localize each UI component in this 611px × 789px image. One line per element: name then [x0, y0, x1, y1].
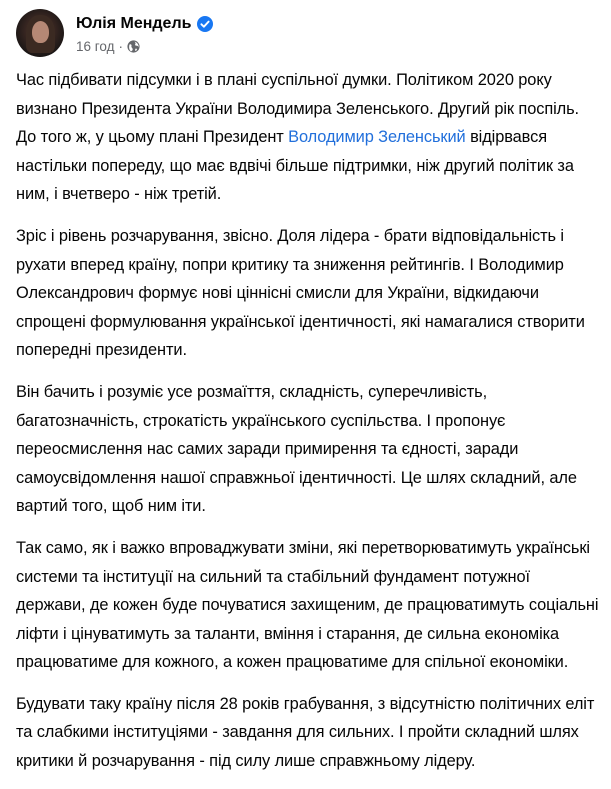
post-paragraph: Він бачить і розуміє усе розмаїття, складність, суперечливість, багатозначність, строкатість українського суспільства. І пропонує переосмислення нас самих заради примирення та єдності, заради самоусвідомлення нашої справжньої ідентичності. Це шлях складний, але вартий того, щоб ним іти.	[16, 382, 577, 516]
post-header	[16, 9, 213, 57]
separator-dot: ·	[118, 38, 123, 54]
post-body	[16, 66, 601, 789]
verified-badge-icon	[197, 16, 213, 32]
avatar[interactable]	[16, 9, 64, 57]
post-paragraph: Будувати таку країну після 28 років грабування, з відсутністю політичних еліт та слабкими інституціями - завдання для сильних. І пройти складний шлях критики й розчарування - під силу лише справжньому лідеру.	[16, 694, 595, 771]
author-name[interactable]: Юлія Мендель	[76, 14, 192, 32]
paragraph-text: Час підбивати підсумки і в плані суспільної думки. Політиком 2020 року визнано Президента України Володимира Зеленського. Другий рік поспіль. До того ж, у цьому плані Президент	[16, 71, 579, 147]
post-paragraph: Так само, як і важко впроваджувати зміни, які перетворюватимуть українські системи та інституції на сильний та стабільний фундамент потужної держави, де кожен буде почуватися захищеним, де працюватимуть соціальні ліфти і цінуватимуть за таланти, вміння і старання, де сильна економіка працюватиме для кожного, а кожен працюватиме для спільної економіки.	[16, 538, 599, 672]
globe-icon[interactable]	[127, 40, 140, 53]
post-subtitle	[76, 39, 213, 54]
paragraph-text: відірвався настільки попереду, що має вдвічі більше підтримки, ніж другий політик за ним, і вчетверо - ніж третій.	[16, 128, 574, 204]
mention-link[interactable]: Володимир Зеленський	[288, 128, 466, 147]
author-row	[76, 13, 213, 35]
post-paragraph	[16, 66, 601, 209]
avatar-face	[32, 21, 49, 43]
post-timestamp[interactable]: 16 год	[76, 38, 115, 54]
post-meta	[76, 13, 213, 54]
post-paragraph: Зріс і рівень розчарування, звісно. Доля лідера - брати відповідальність і рухати вперед країну, попри критику та зниження рейтингів. І Володимир Олександрович формує нові ціннісні смисли для України, відкидаючи спрощені формулювання української ідентичності, які намагалися створити попередні президенти.	[16, 226, 585, 360]
